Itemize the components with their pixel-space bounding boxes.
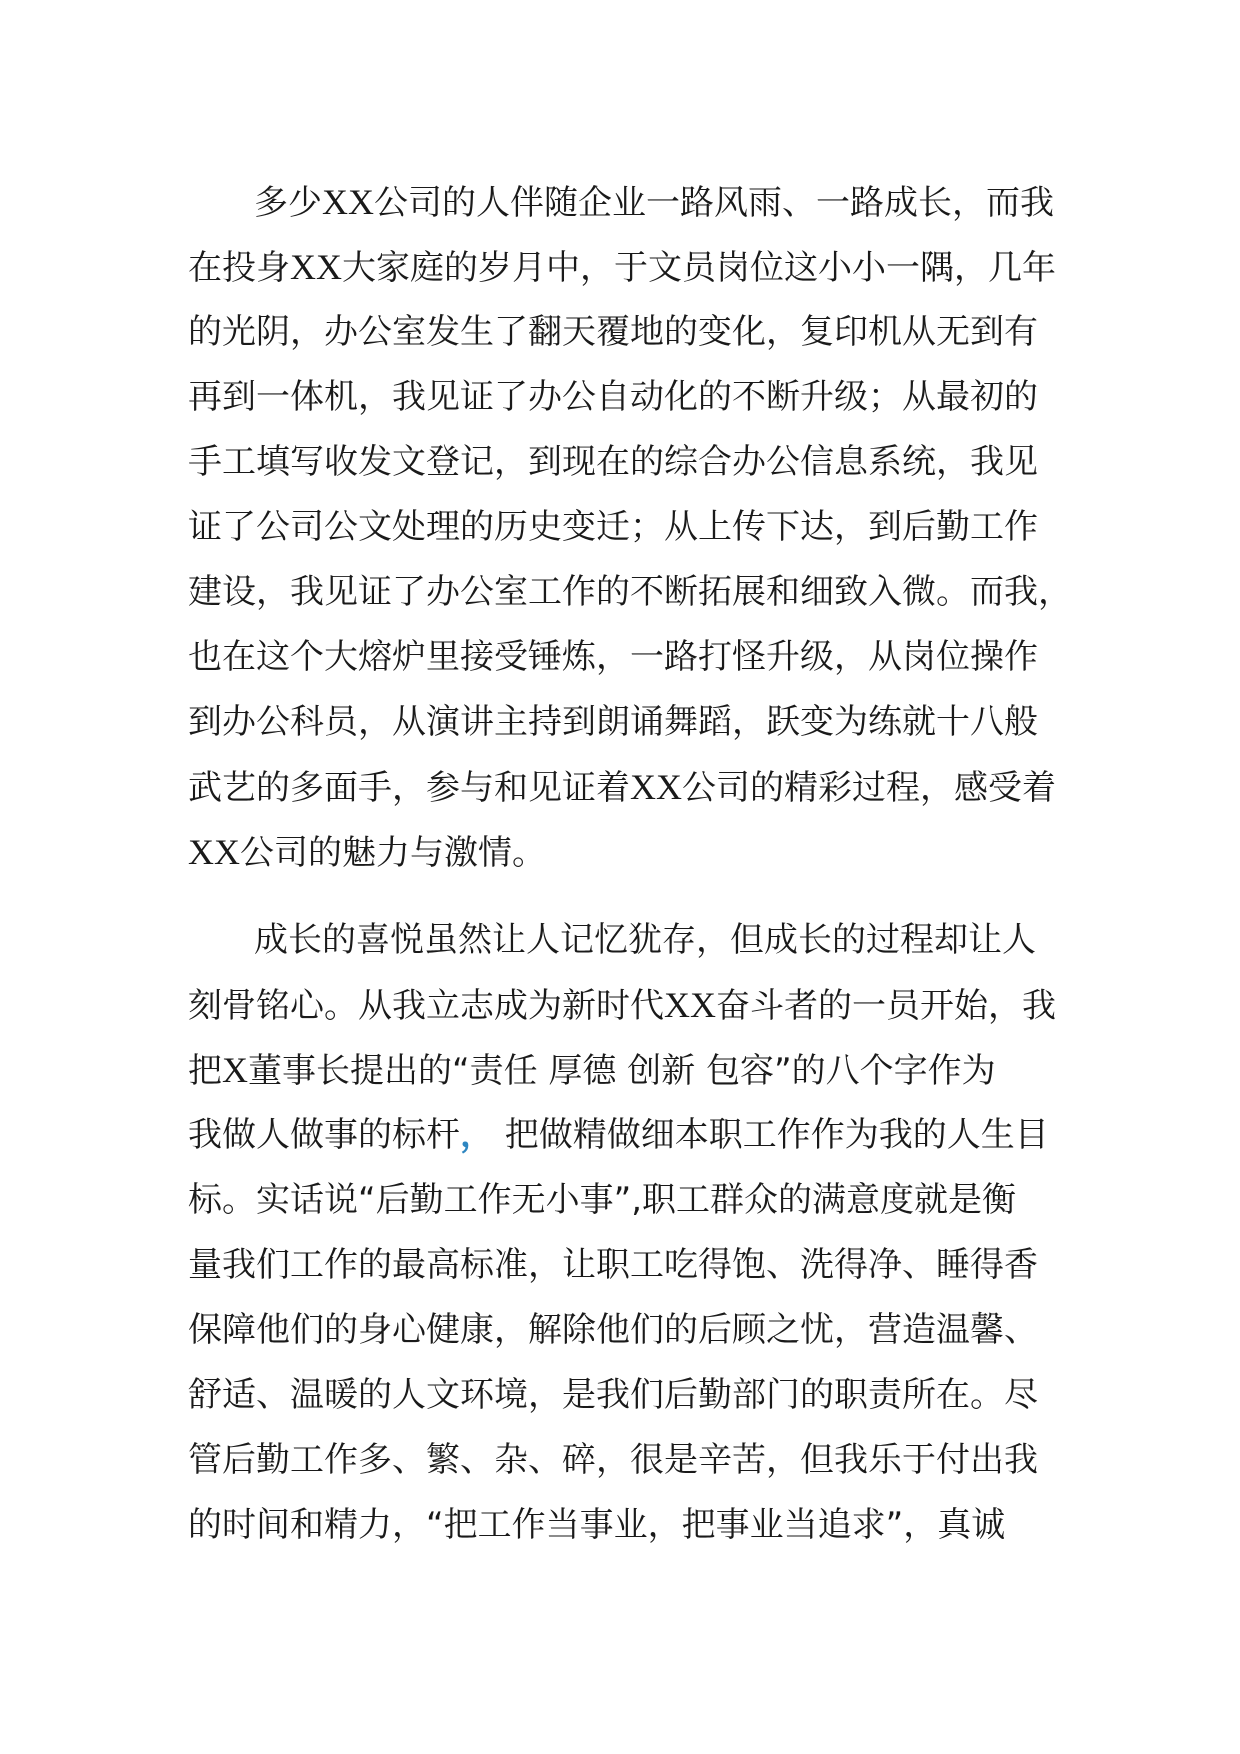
paragraph-line: 保障他们的身心健康，解除他们的后顾之忧，营造温馨、 (188, 1310, 1038, 1350)
paragraph-line: 把X董事长提出的“责任 厚德 创新 包容”的八个字作为 (188, 1050, 996, 1091)
paragraph-line: 再到一体机，我见证了办公自动化的不断升级；从最初的 (188, 377, 1038, 417)
highlighted-comma: ， (460, 1115, 494, 1155)
paragraph-line: 的光阴，办公室发生了翻天覆地的变化，复印机从无到有 (188, 312, 1038, 352)
paragraph-line: 在投身XX大家庭的岁月中，于文员岗位这小小一隅，几年 (188, 247, 1056, 288)
paragraph-line: 的时间和精力，“把工作当事业，把事业当追求”，真诚 (188, 1505, 1006, 1545)
paragraph-line: 量我们工作的最高标准，让职工吃得饱、洗得净、睡得香 (188, 1245, 1038, 1285)
line-segment: 把做精做细本职工作作为我的人生目 (494, 1115, 1049, 1155)
paragraph-line: 标。实话说“后勤工作无小事”,职工群众的满意度就是衡 (188, 1180, 1017, 1220)
paragraph-line: 也在这个大熔炉里接受锤炼，一路打怪升级，从岗位操作 (188, 637, 1038, 677)
paragraph-line: 到办公科员，从演讲主持到朗诵舞蹈，跃变为练就十八般 (188, 702, 1038, 742)
paragraph-line: XX公司的魅力与激情。 (188, 832, 546, 873)
paragraph-line: 多少XX公司的人伴随企业一路风雨、一路成长，而我 (254, 182, 1054, 223)
paragraph-line: 成长的喜悦虽然让人记忆犹存，但成长的过程却让人 (254, 920, 1036, 960)
paragraph-line (188, 1103, 1088, 1168)
paragraph-line: 武艺的多面手，参与和见证着XX公司的精彩过程，感受着 (188, 767, 1056, 808)
paragraph-1 (188, 170, 1088, 885)
paragraph-line: 管后勤工作多、繁、杂、碎，很是辛苦，但我乐于付出我 (188, 1440, 1038, 1480)
paragraph-line: 舒适、温暖的人文环境，是我们后勤部门的职责所在。尽 (188, 1375, 1038, 1415)
paragraph-2 (188, 908, 1088, 1558)
paragraph-line: 手工填写收发文登记，到现在的综合办公信息系统，我见 (188, 442, 1038, 482)
paragraph-line: 建设，我见证了办公室工作的不断拓展和细致入微。而我， (188, 572, 1072, 612)
line-segment: 我做人做事的标杆 (188, 1115, 460, 1155)
paragraph-line: 刻骨铭心。从我立志成为新时代XX奋斗者的一员开始，我 (188, 985, 1056, 1026)
paragraph-line: 证了公司公文处理的历史变迁；从上传下达，到后勤工作 (188, 507, 1038, 547)
